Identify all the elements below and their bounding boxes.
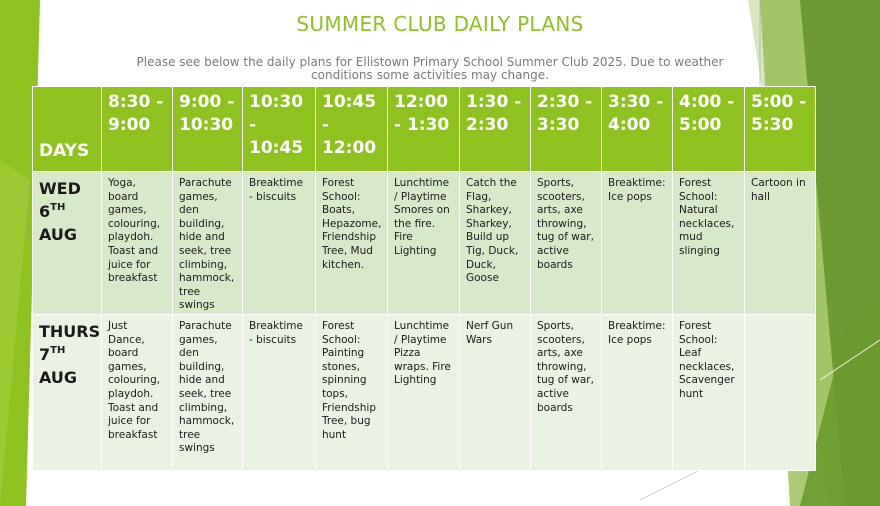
daily-plans-table bbox=[32, 86, 816, 471]
header-days: DAYS bbox=[33, 87, 102, 172]
activity-cell: Sports, scooters, arts, axe throwing, tug of war, active boards bbox=[531, 172, 602, 315]
activity-cell: Breaktime - biscuits bbox=[243, 172, 316, 315]
header-time-slot: 9:00 - 10:30 bbox=[173, 87, 243, 172]
day-suffix: TH bbox=[50, 202, 66, 213]
activity-cell: Breaktime: Ice pops bbox=[602, 315, 673, 471]
activity-cell: Just Dance, board games, colouring, playdoh. Toast and juice for breakfast bbox=[102, 315, 173, 471]
activity-cell: Forest School: Painting stones, spinning tops, Friendship Tree, bug hunt bbox=[316, 315, 388, 471]
day-month: AUG bbox=[39, 368, 78, 387]
day-name: THURS 7 bbox=[39, 322, 101, 364]
activity-cell: Yoga, board games, colouring, playdoh. Toast and juice for breakfast bbox=[102, 172, 173, 315]
activity-cell: Breaktime - biscuits bbox=[243, 315, 316, 471]
header-time-slot: 5:00 - 5:30 bbox=[745, 87, 816, 172]
activity-cell: Lunchtime / Playtime Pizza wraps. Fire Lighting bbox=[388, 315, 460, 471]
table-header-row bbox=[33, 87, 816, 172]
day-cell bbox=[33, 172, 102, 315]
page-subtitle: Please see below the daily plans for Ellistown Primary School Summer Club 2025. Due to weather conditions some activities may change. bbox=[136, 55, 724, 82]
day-suffix: TH bbox=[50, 345, 66, 356]
day-cell bbox=[33, 315, 102, 471]
deco-line bbox=[640, 470, 700, 500]
header-time-slot: 1:30 - 2:30 bbox=[460, 87, 531, 172]
header-time-slot: 3:30 - 4:00 bbox=[602, 87, 673, 172]
table-row bbox=[33, 172, 816, 315]
activity-cell: Catch the Flag, Sharkey, Sharkey, Build up Tig, Duck, Duck, Goose bbox=[460, 172, 531, 315]
activity-cell: Forest School: Leaf necklaces, Scavenger hunt bbox=[673, 315, 745, 471]
activity-cell: Forest School: Natural necklaces, mud slinging bbox=[673, 172, 745, 315]
activity-cell: Sports, scooters, arts, axe throwing, tug of war, active boards bbox=[531, 315, 602, 471]
activity-cell: Parachute games, den building, hide and seek, tree climbing, hammock, tree swings bbox=[173, 172, 243, 315]
header-time-slot: 4:00 - 5:00 bbox=[673, 87, 745, 172]
day-name: WED 6 bbox=[39, 179, 81, 221]
activity-cell: Nerf Gun Wars bbox=[460, 315, 531, 471]
header-time-slot: 10:45 - 12:00 bbox=[316, 87, 388, 172]
header-time-slot: 12:00 - 1:30 bbox=[388, 87, 460, 172]
table-row bbox=[33, 315, 816, 471]
activity-cell: Forest School: Boats, Hepazome, Friendship Tree, Mud kitchen. bbox=[316, 172, 388, 315]
activity-cell bbox=[745, 315, 816, 471]
page-title: SUMMER CLUB DAILY PLANS bbox=[296, 12, 584, 36]
activity-cell: Cartoon in hall bbox=[745, 172, 816, 315]
activity-cell: Lunchtime / Playtime Smores on the fire. Fire Lighting bbox=[388, 172, 460, 315]
activity-cell: Parachute games, den building, hide and seek, tree climbing, hammock, tree swings bbox=[173, 315, 243, 471]
activity-cell: Breaktime: Ice pops bbox=[602, 172, 673, 315]
header-time-slot: 2:30 - 3:30 bbox=[531, 87, 602, 172]
header-time-slot: 8:30 - 9:00 bbox=[102, 87, 173, 172]
day-month: AUG bbox=[39, 225, 78, 244]
header-time-slot: 10:30 - 10:45 bbox=[243, 87, 316, 172]
